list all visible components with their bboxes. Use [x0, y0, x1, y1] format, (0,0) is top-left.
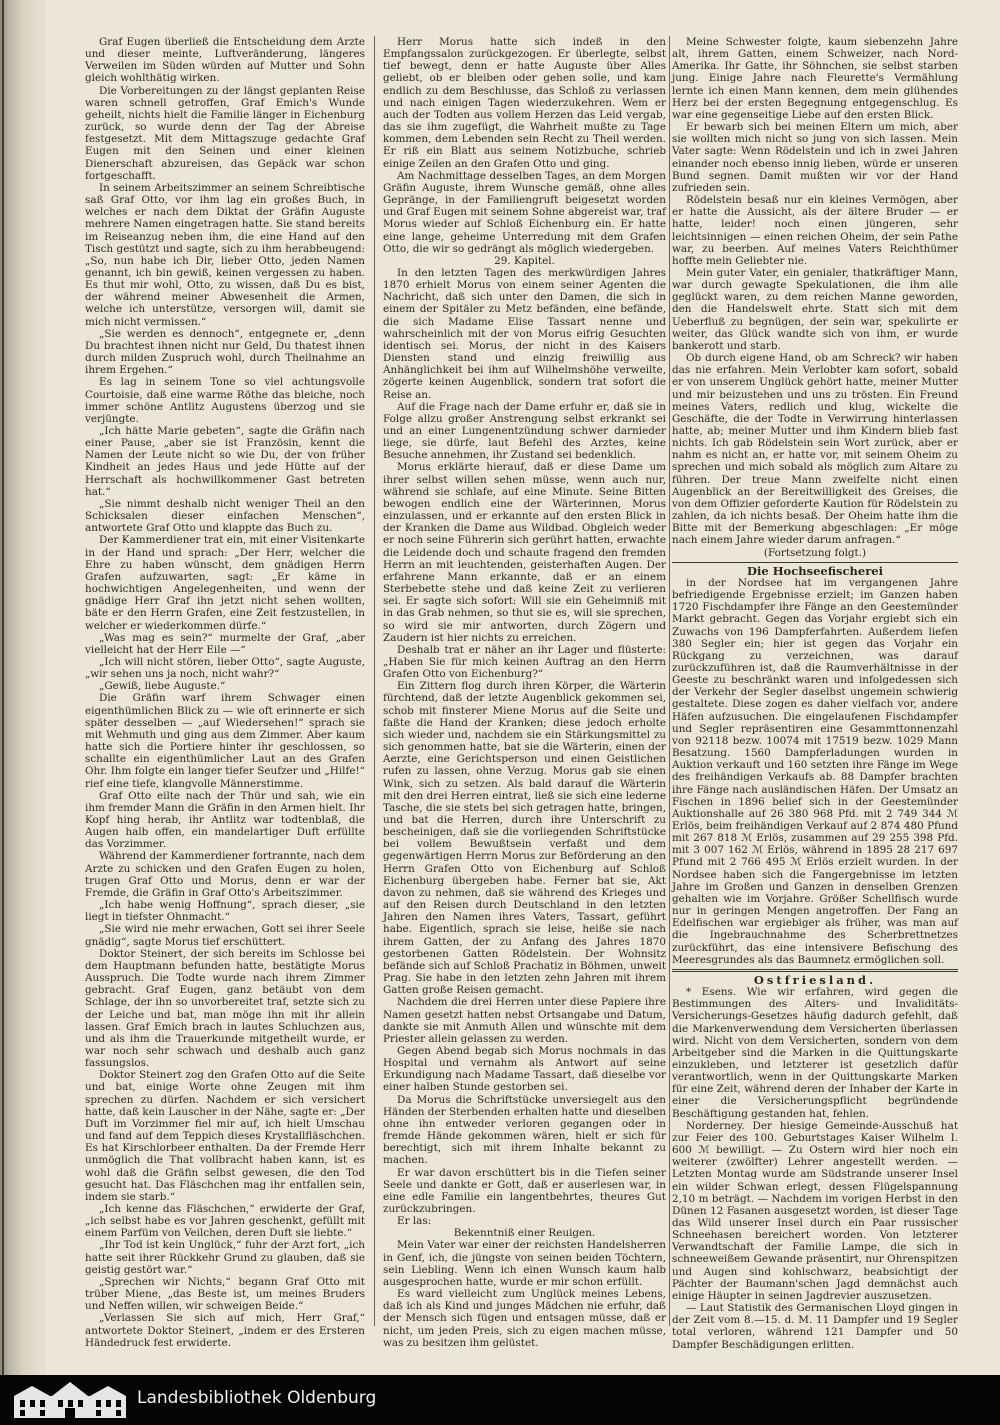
article-paragraph: Nachdem die drei Herren unter diese Papiere ihre Namen gesetzt hatten nebst Ortsangabe und Datum, dankte sie mit Anmuth Allen und wünschte mit dem Priester allein gelassen zu werden. — [383, 996, 666, 1045]
article-paragraph: Morus erklärte hierauf, daß er diese Dame um ihrer selbst willen sehen müsse, wenn auch nur, während sie schlafe, auf eine Minute. Seine Bitten bewogen endlich eine der Wärterinnen, Morus einzulassen, und er erkannte auf den ersten Blick in der Kranken die Dame aus Wildbad. Obgleich weder er noch seine Führerin sich gerührt hatten, erwachte die Leidende doch und schaute fragend den fremden Herrn an mit leuchtenden, geisterhaften Augen. Der erfahrene Mann erkannte, daß er an einem Sterbebette stehe und daß keine Zeit zu verlieren sei. Er sagte sich sofort: Will sie ein Geheimniß mit in das Grab nehmen, so thut sie es, will sie sprechen, so wird sie mir antworten, durch Zögern und Zaudern ist hier nichts zu erreichen. — [383, 461, 666, 644]
article-paragraph: Herr Morus hatte sich indeß in den Empfangssalon zurückgezogen. Er überlegte, selbst tief bewegt, denn er hatte Auguste über Alles geliebt, ob er bleiben oder gehen solle, und kam endlich zu dem Beschlusse, das Schloß zu verlassen und nach einigen Tagen wiederzukehren. Wem er auch der Todten aus vollem Herzen das Leid vergab, das sie ihm zugefügt, die Wahrheit mußte zu Tage kommen, dem Lebenden sein Recht zu Theil werden. Er riß ein Blatt aus seinem Notizbuche, schrieb einige Zeilen an den Grafen Otto und ging. — [383, 36, 666, 170]
article-paragraph: „Ich will nicht stören, lieber Otto“, sagte Auguste, „wir sehen uns ja noch, nicht wahr?“ — [85, 655, 365, 681]
section-rule — [672, 969, 958, 972]
article-paragraph: Ein Zittern flog durch ihren Körper, die Wärterin fürchtend, daß der letzte Augenblick gekommen sei, schob mit finsterer Miene Morus auf die Seite und faßte die Hand der Kranken; diese jedoch erholte sich wieder und, nachdem sie ein Stärkungsmittel zu sich genommen hatte, bat sie die Wärterin, einen der Aerzte, eine Gerichtsperson und einen Geistlichen rufen zu lassen, ohne Verzug. Morus gab sie einen Wink, sich zu setzen. Als bald darauf die Wärterin mit den drei Herren eintrat, ließ sie sich eine lederne Tasche, die sie stets bei sich getragen hatte, bringen, und bat die Herren, durch ihre Unterschrift zu bescheinigen, daß sie die vorliegenden Schriftstücke bei vollem Bewußtsein verfaßt und dem gegenwärtigen Herrn Morus zur Beförderung an den Herrn Grafen Otto von Eichenburg auf Schloß Eichenburg übergeben habe. Ferner bat sie, Akt davon zu nehmen, daß sie während des Krieges und auf den Reisen durch Deutschland in den letzten Jahren den Namen ihres Vaters, Tassart, geführt habe. Eigentlich, sprach sie leise, heiße sie nach ihrem Gatten, der zu Anfang des Jahres 1870 gestorbenen Gatten Rödelstein. Der Wohnsitz befände sich auf Schloß Prachatiz in Böhmen, unweit Prag. Sie habe in den letzten zehn Jahren mit ihrem Gatten große Reisen gemacht. — [383, 680, 666, 997]
article-paragraph: in der Nordsee hat im vergangenen Jahre befriedigende Ergebnisse erzielt; im Ganzen haben 1720 Fischdampfer ihre Fänge an den Geestemünder Markt gebracht. Gegen das Vorjahr ergiebt sich ein Zuwachs von 196 Dampferfahrten. Außerdem liefen 380 Segler ein; hier ist gegen das Vorjahr ein Rückgang zu verzeichnen, was darauf zurückzuführen ist, daß die Raumverhältnisse in der Geeste zu beschränkt waren und infolgedessen sich der Verkehr der Segler daselbst ungemein schwierig gestaltete. Diese zogen es daher vielfach vor, andere Häfen aufzusuchen. Die eingelaufenen Fischdampfer und Segler repräsentiren eine Gesammttonnenzahl von 92118 bezw. 10074 mit 17519 bezw. 1029 Mann Besatzung. 1560 Dampferladungen wurden in Auktion verkauft und 160 setzten ihre Fänge im Wege des freihändigen Verkaufs ab. 88 Dampfer brachten ihre Fänge nach ausländischen Häfen. Der Umsatz an Fischen in 1896 belief sich in der Geestemünder Auktionshalle auf 26 380 968 Pfd. mit 2 749 344 ℳ Erlös, beim freihändigen Verkauf auf 2 874 480 Pfund mit 267 818 ℳ Erlös, zusammen auf 29 255 398 Pfd. mit 3 007 162 ℳ Erlös, während in 1895 28 217 697 Pfund mit 2 766 495 ℳ Erlös erzielt wurden. In der Nordsee haben sich die Fangergebnisse im letzten Jahre im Großen und Ganzen in denselben Grenzen gehalten wie im Vorjahre. Größer Schellfisch wurde nur in geringen Mengen angetroffen. Der Fang an Edelfischen war ergiebiger als früher, was man auf die Ingebrauchnahme des Scherbrettnetzes zurückführt, das eine intensivere Befischung des Meeresgrundes als das Baumnetz ermöglichen soll. — [672, 576, 958, 966]
article-paragraph: In den letzten Tagen des merkwürdigen Jahres 1870 erhielt Morus von einem seiner Agenten die Nachricht, daß sich unter den Damen, die sich in einem der Spitäler zu Metz befänden, eine befände, die sich Madame Elise Tassart nenne und wahrscheinlich mit der von Morus eifrig Gesuchten identisch sei. Morus, der nicht in des Kaisers Diensten stand und einzig freiwillig aus Anhänglichkeit bei ihm auf Wilhelmshöhe verweilte, zögerte keinen Augenblick, sondern trat sofort die Reise an. — [383, 266, 666, 401]
article-paragraph: „Ich hätte Marie gebeten“, sagte die Gräfin nach einer Pause, „aber sie ist Französin, kennt die Namen der Leute nicht so wie Du, der von früher Kindheit an jedes Haus und jede Hütte auf der Herrschaft als hochwillkommener Gast betreten hat.“ — [85, 425, 365, 498]
article-paragraph: „Sie wird nie mehr erwachen, Gott sei ihrer Seele gnädig“, sagte Morus tief erschüttert. — [85, 923, 365, 948]
article-paragraph: „Verlassen Sie sich auf mich, Herr Graf,“ antwortete Doktor Steinert, „indem er des Ersteren Händedruck fest erwiderte. — [85, 1312, 365, 1349]
article-paragraph: Am Nachmittage desselben Tages, an dem Morgen Gräfin Auguste, ihrem Wunsche gemäß, ohne alles Gepränge, in der Familiengruft beigesetzt worden und Graf Eugen mit seinem Sohne abgereist war, traf Morus wieder auf Schloß Eichenburg ein. Er hatte eine lange, geheime Unterredung mit dem Grafen Otto, die wir so gedrängt als möglich wiedergeben. — [383, 169, 666, 255]
column-middle — [383, 36, 666, 1349]
article-paragraph: In seinem Arbeitszimmer an seinem Schreibtische saß Graf Otto, vor ihm lag ein großes Buch, in welches er nach dem Diktat der Gräfin Auguste mehrere Namen eingetragen hatte. Sie stand bereits im Reiseanzug neben ihm, die eine Hand auf den Tisch gestützt und sagte, sich zu ihm herabbeugend: „So, nun habe ich Dir, lieber Otto, jeden Namen genannt, ich bin gewiß, keinen vergessen zu haben. Es thut mir wohl, Otto, zu wissen, daß Du es bist, der während meiner Abwesenheit die Armen, welche ich unterstütze, versorgen will, damit sie mich nicht vermissen.“ — [85, 181, 365, 328]
article-paragraph: Deshalb trat er näher an ihr Lager und flüsterte: „Haben Sie für mich keinen Auftrag an den Herrn Grafen Otto von Eichenburg?“ — [383, 643, 666, 681]
article-paragraph: Er war davon erschüttert bis in die Tiefen seiner Seele und dankte er Gott, daß er auserlesen war, in eine edle Familie ein langentbehrtes, theures Gut zurückzubringen. — [383, 1166, 666, 1215]
fishery-heading: Die Hochseefischerei — [747, 563, 883, 578]
chapter-heading: 29. Kapitel. — [494, 254, 555, 267]
article-paragraph: Doktor Steinert, der sich bereits im Schlosse bei dem Hauptmann befunden hatte, bestätigte Morus Ausspruch. Die Todte wurde nach ihrem Zimmer gebracht. Graf Eugen, ganz betäubt von dem Schlage, der ihn so unvorbereitet traf, setzte sich zu der Leiche und bat, man möge ihn mit ihr allein lassen. Graf Emich brach in lautes Schluchzen aus, und als ihm die Trauerkunde mitgetheilt wurde, er war noch sehr schwach und deshalb auch ganz fassungslos. — [85, 947, 365, 1070]
column-left — [85, 36, 365, 1349]
article-paragraph: Graf Otto eilte nach der Thür und sah, wie ein ihm fremder Mann die Gräfin in den Armen hielt. Ihr Kopf hing herab, ihr Antlitz war todtenblaß, die Augen halb offen, ein mandelartiger Duft erfüllte das Vorzimmer. — [85, 789, 365, 851]
column-divider — [374, 36, 375, 1326]
section-rule — [672, 562, 958, 563]
article-paragraph: Es lag in seinem Tone so viel achtungsvolle Courtoisie, daß eine warme Röthe das bleiche, noch immer schöne Antlitz Augustens überzog und sie verjüngte. — [85, 376, 365, 425]
article-paragraph: Auf die Frage nach der Dame erfuhr er, daß sie in Folge allzu großer Anstrengung selbst erkrankt sei und an einer Lungenentzündung schwer darnieder liege, sie dürfe, laut Befehl des Arztes, keine Besuche annehmen, ihr Zustand sei bedenklich. — [383, 400, 666, 462]
article-paragraph: Norderney. Der hiesige Gemeinde-Ausschuß hat zur Feier des 100. Geburtstages Kaiser Wilhelm I. 600 ℳ bewilligt. — Zu Ostern wird hier noch ein weiterer (zwölfter) Lehrer angestellt werden. — Letzten Montag wurde am Südstrande unserer Insel ein wilder Schwan erlegt, dessen Flügelspannung 2,10 m beträgt. — Nachdem im vorigen Herbst in den Dünen 12 Fasanen ausgesetzt worden, ist dieser Tage das Wild unserer Insel durch ein Paar russischer Schneehasen bereichert worden. Von letzterer Verwandtschaft der Familie Lampe, die sich in schneeweißem Gewande präsentirt, nur Ohrenspitzen und Augen sind kohlschwarz, beabsichtigt der Pächter der Baumann'schen Jagd demnächst auch einige Häupter in seinen Jagdrevier auszusetzen. — [672, 1119, 958, 1302]
article-paragraph: Es ward vielleicht zum Unglück meines Lebens, daß ich als Kind und junges Mädchen nie erfuhr, daß der Mensch sich fügen und entsagen müsse, daß er nicht, um jeden Preis, sich zu eigen machen müsse, was zu besitzen ihm gelüstet. — [383, 1288, 666, 1349]
article-paragraph: Der Kammerdiener trat ein, mit einer Visitenkarte in der Hand und sprach: „Der Herr, welcher die Ehre zu haben wünscht, dem gnädigen Herrn Grafen aufzuwarten, sagt: „Er käme in hochwichtigen Angelegenheiten, und wenn der gnädige Herr Graf ihn jetzt nicht sehen wollten, bäte er den Herrn Grafen, eine Zeit festzustellen, in welcher er wiederkommen dürfe.“ — [85, 534, 365, 632]
article-paragraph: * Esens. Wie wir erfahren, wird gegen die Bestimmungen des Alters- und Invaliditäts-Versicherungs-Gesetzes häufig dadurch gefehlt, daß die Markenverwendung dem Versicherten überlassen wird. Nicht von dem Versicherten, sondern von dem Arbeitgeber sind die Marken in die Quittungskarte einzukleben, und letzterer ist gesetzlich dafür verantwortlich, wenn in der Quittungskarte Marken für eine Zeit, während deren der Inhaber der Karte in einer die Versicherungspflicht begründende Beschäftigung gestanden hat, fehlen. — [672, 986, 958, 1120]
article-paragraph: Rödelstein besaß nur ein kleines Vermögen, aber er hatte die Aussicht, als der ältere Bruder — er hatte, leider! noch einen jüngeren, sehr leichtsinnigen — einen reichen Oheim, der sein Pathe war, zu beerben. Auf meines Vaters Reichthümer hoffte mein Geliebter nie. — [672, 194, 958, 267]
library-footer-bar — [0, 1375, 1000, 1425]
article-paragraph: „Ihr Tod ist kein Unglück,“ fuhr der Arzt fort, „ich hatte seit ihrer Rückkehr Grund zu glauben, daß sie geistig gestört war.“ — [85, 1239, 365, 1276]
article-paragraph: Gegen Abend begab sich Morus nochmals in das Hospital und vernahm als Antwort auf seine Erkundigung nach Madame Tassart, daß dieselbe vor einer halben Stunde gestorben sei. — [383, 1044, 666, 1094]
article-paragraph: „Ich habe wenig Hoffnung“, sprach dieser, „sie liegt in tiefster Ohnmacht.“ — [85, 899, 365, 924]
article-paragraph: „Ich kenne das Fläschchen,“ erwiderte der Graf, „ich selbst habe es vor Jahren geschenkt, gefüllt mit einem Parfüm von Veilchen, deren Duft sie liebte.“ — [85, 1203, 365, 1240]
article-paragraph: Meine Schwester folgte, kaum siebenzehn Jahre alt, ihrem Gatten, einem Schweizer, nach Nord-Amerika. Ihr Gatte, ihr Söhnchen, sie selbst starben jung. Einige Jahre nach Fleurette's Vermählung lernte ich einen Mann kennen, dem mein glühendes Herz bei der ersten Begegnung entgegenschlug. Es war eine gegenseitige Liebe auf den ersten Blick. — [672, 36, 958, 121]
library-building-logo-icon — [14, 1382, 126, 1418]
article-paragraph: Die Gräfin warf ihrem Schwager einen eigenthümlichen Blick zu — wie oft erinnerte er sich später desselben — „auf Wiedersehen!“ sprach sie mit Wehmuth und ging aus dem Zimmer. Aber kaum hatte sich die Portiere hinter ihr geschlossen, so schallte ein eigenthümlicher Laut an des Grafen Ohr. Ihm folgte ein langer tiefer Seufzer und „Hilfe!“ rief eine tiefe, klangvolle Männerstimme. — [85, 692, 365, 790]
article-paragraph: Er las: — [397, 1215, 432, 1228]
article-paragraph: „Was mag es sein?“ murmelte der Graf, „aber vielleicht hat der Herr Eile —“ — [85, 631, 365, 656]
column-right — [672, 36, 958, 1351]
article-paragraph: Mein Vater war einer der reichsten Handelsherren in Genf, ich, die jüngste von seinen beiden Töchtern, sein Liebling. Wenn ich einen Wunsch kaum halb ausgesprochen hatte, wurde er mir schon erfüllt. — [383, 1239, 666, 1288]
article-paragraph: Die Vorbereitungen zu der längst geplanten Reise waren schnell getroffen, Graf Emich's Wunde geheilt, nichts hielt die Familie länger in Eichenburg zurück, so wurde denn der Tag der Abreise festgesetzt. Mit dem Mittagszuge gedachte Graf Eugen mit den Seinen und einer kleinen Dienerschaft abzureisen, das Gepäck war schon fortgeschafft. — [85, 84, 365, 182]
article-paragraph: Während der Kammerdiener fortrannte, nach dem Arzte zu schicken und den Grafen Eugen zu holen, trugen Graf Otto und Morus, denn er war der Fremde, die Gräfin in Graf Otto's Arbeitszimmer. — [85, 850, 365, 899]
confession-heading: Bekenntniß einer Reuigen. — [453, 1227, 596, 1240]
article-paragraph: Doktor Steinert zog den Grafen Otto auf die Seite und bat, einige Worte ohne Zeugen mit ihm sprechen zu dürfen. Nachdem er sich versichert hatte, daß kein Lauscher in der Nähe, sagte er: „Der Duft im Vorzimmer fiel mir auf, ich hielt Umschau und fand auf dem Teppich dieses Krystallfläschchen. Es hat Kirschlorbeer enthalten. Da der Fremde Herr unmöglich die That vollbracht haben kann, ist es wohl daß die Gräfin selbst gewesen, die den Tod gesucht hat. Das Fläschchen mag ihr entfallen sein, indem sie starb.“ — [85, 1069, 365, 1203]
article-paragraph: „Sie nimmt deshalb nicht weniger Theil an den Schicksalen dieser einfachen Menschen“, antwortete Graf Otto und klappte das Buch zu. — [85, 497, 365, 535]
column-divider — [669, 36, 670, 1326]
ostfriesland-heading: Ostfriesland. — [753, 972, 877, 987]
article-paragraph: „Sprechen wir Nichts,“ begann Graf Otto mit trüber Miene, „das Beste ist, um meines Bruders und Neffen willen, wir schweigen Beide.“ — [85, 1275, 365, 1313]
article-paragraph: Da Morus die Schriftstücke unversiegelt aus den Händen der Sterbenden erhalten hatte und dieselben ohne ihn entweder verloren gegangen oder in fremde Hände gekommen wären, hielt er sich für berechtigt, sich mit ihrem Inhalte bekannt zu machen. — [383, 1093, 666, 1167]
library-name: Landesbibliothek Oldenburg — [137, 1388, 377, 1408]
continuation-note: (Fortsetzung folgt.) — [763, 546, 867, 559]
article-paragraph: — Laut Statistik des Germanischen Lloyd gingen in der Zeit vom 8.—15. d. M. 11 Dampfer und 19 Segler total verloren, während 121 Dampfer und 50 Dampfer Beschädigungen erlitten. — [672, 1302, 958, 1351]
article-paragraph: „Gewiß, liebe Auguste.“ — [99, 680, 226, 693]
article-paragraph: Ob durch eigene Hand, ob am Schreck? wir haben das nie erfahren. Mein Verlobter kam sofort, sobald er von unserem Unglück gehört hatte, meiner Mutter und mir beizustehen und uns zu trösten. Ein Freund meines Vaters, redlich und klug, wickelte die Geschäfte, die der Todte in Verwirrung hinterlassen hatte, ab; meiner Mutter und ihm Kindern blieb fast nichts. Ich gab Rödelstein sein Wort zurück, aber er nahm es nicht an, er hatte vor, mit seinem Oheim zu sprechen und mich sobald als möglich zum Altare zu führen. Der treue Mann zweifelte nicht einen Augenblick an der Bereitwilligkeit des Greises, die von dem Offizier geforderte Kaution für Rödelstein zu zahlen, da ich nichts besaß. Der Oheim hatte ihm die Bitte mit der Bemerkung abgeschlagen: „Er möge nach einem Jahre wieder darum anfragen.“ — [672, 352, 958, 547]
article-paragraph: „Sie werden es dennoch“, entgegnete er, „denn Du brachtest ihnen nicht nur Geld, Du thatest ihnen durch milden Zuspruch wohl, durch Theilnahme an ihrem Ergehen.“ — [85, 327, 365, 377]
article-paragraph: Mein guter Vater, ein genialer, thatkräftiger Mann, war durch gewagte Spekulationen, die ihm alle geglückt waren, zu dem reichen Manne geworden, den die Handelswelt ehrte. Statt sich mit dem Ueberfluß zu begnügen, der sein war, spekulirte er weiter, das Glück wandte sich von ihm, er wurde bankerott und starb. — [672, 266, 958, 352]
book-spine — [0, 0, 46, 1375]
article-paragraph: Graf Eugen überließ die Entscheidung dem Arzte und dieser meinte, Luftveränderung, längeres Verweilen im Süden würden auf Mutter und Sohn gleich wohlthätig wirken. — [85, 36, 365, 85]
article-paragraph: Er bewarb sich bei meinen Eltern um mich, aber sie wollten mich nicht so jung von sich lassen. Mein Vater sagte: Wenn Rödelstein und ich in zwei Jahren einander noch ebenso innig lieben, würde er unseren Bund segnen. Damit mußten wir vor der Hand zufrieden sein. — [672, 121, 958, 194]
